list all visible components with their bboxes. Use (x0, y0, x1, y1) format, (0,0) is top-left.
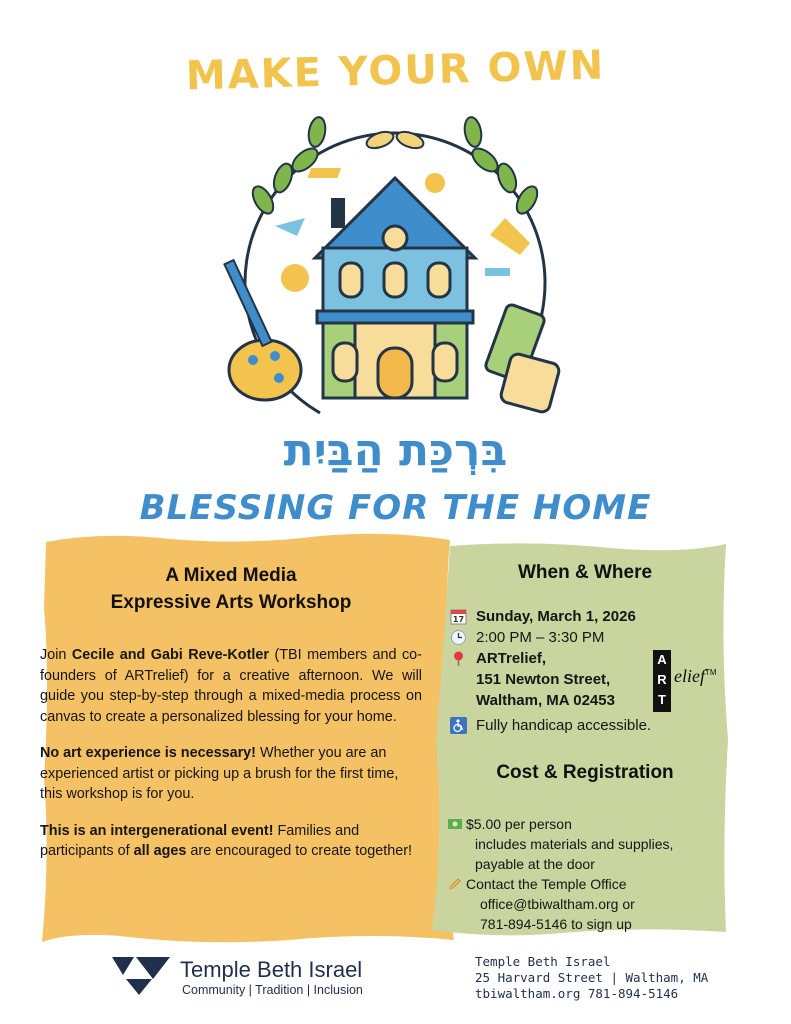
date-line (450, 606, 720, 627)
accessibility-text: Fully handicap accessible. (476, 717, 652, 734)
p3-bold: This is an intergenerational event! (40, 822, 274, 839)
event-time: 2:00 PM – 3:30 PM (476, 629, 605, 646)
contact-text: Contact the Temple Office (466, 876, 627, 892)
art-letters (653, 650, 671, 712)
workshop-content (40, 562, 422, 862)
p2-bold: No art experience is necessary! (40, 745, 256, 761)
price-line (448, 814, 720, 834)
event-date: Sunday, March 1, 2026 (476, 608, 636, 625)
info-content (450, 562, 720, 934)
headline: MAKE YOUR OWN (185, 42, 606, 100)
house-illustration (205, 108, 585, 428)
p1-post: (TBI members and co-founders of ARTrelief) for a creative afternoon. We will guide you step-by-step through a mixed-media process on canvas to create a personalized blessing for your home. (40, 647, 422, 725)
p1-names: Cecile and Gabi Reve-Kotler (71, 647, 269, 663)
title-line-2: Expressive Arts Workshop (110, 592, 352, 613)
address-street: 25 Harvard Street | Waltham, MA (475, 970, 709, 985)
accessibility-line (450, 715, 720, 736)
street-line: 151 Newton Street, (476, 671, 611, 688)
hebrew-title: בִּרְכַּת הַבַּיִת (283, 425, 508, 476)
venue-name: ARTrelief, (476, 650, 547, 667)
logo-letter-a: A (657, 652, 667, 667)
money-icon (448, 817, 462, 831)
p3-mid: Families and participants of (40, 822, 360, 859)
temple-logo-icon (112, 955, 172, 995)
p1-pre: Join (40, 647, 72, 663)
logo-word-text: elief (674, 666, 705, 686)
org-tagline: Community | Tradition | Inclusion (182, 983, 363, 997)
phone-line: 781-894-5146 to sign up (480, 916, 632, 932)
wheelchair-icon (450, 717, 467, 734)
logo-tm: TM (704, 668, 717, 677)
email-line: office@tbiwaltham.org or (480, 896, 635, 912)
when-where-heading: When & Where (517, 562, 653, 583)
price: $5.00 per person (466, 816, 572, 832)
intergenerational-paragraph (40, 821, 422, 862)
contact-line (448, 874, 720, 894)
logo-letter-r: R (657, 672, 667, 687)
clock-icon (450, 629, 467, 646)
logo-letter-t: T (658, 692, 666, 707)
p3-end: are encouraged to create together! (186, 843, 413, 859)
subtitle: BLESSING FOR THE HOME (139, 488, 652, 528)
cost-heading: Cost & Registration (496, 762, 674, 783)
city-line: Waltham, MA 02453 (476, 692, 615, 709)
price-detail-1: includes materials and supplies, (475, 836, 674, 852)
pin-icon (450, 650, 467, 667)
experience-paragraph (40, 743, 422, 805)
price-detail-2: payable at the door (475, 856, 595, 872)
time-line (450, 627, 720, 648)
workshop-title (40, 562, 422, 616)
artrelief-logo (653, 650, 733, 712)
p2-rest: Whether you are an experienced artist or picking up a brush for the first time, this workshop is for you. (40, 745, 399, 802)
calendar-icon (450, 608, 467, 625)
p3-bold2: all ages (133, 843, 187, 859)
org-name: Temple Beth Israel (180, 957, 363, 982)
pencil-icon (448, 877, 462, 891)
title-line-1: A Mixed Media (165, 565, 297, 586)
address-name: Temple Beth Israel (475, 954, 611, 969)
svg-text:17: 17 (452, 615, 465, 624)
logo-word (674, 666, 717, 687)
intro-paragraph (40, 645, 422, 727)
footer-address (475, 954, 735, 1002)
address-web-phone: tbiwaltham.org 781-894-5146 (475, 986, 679, 1001)
